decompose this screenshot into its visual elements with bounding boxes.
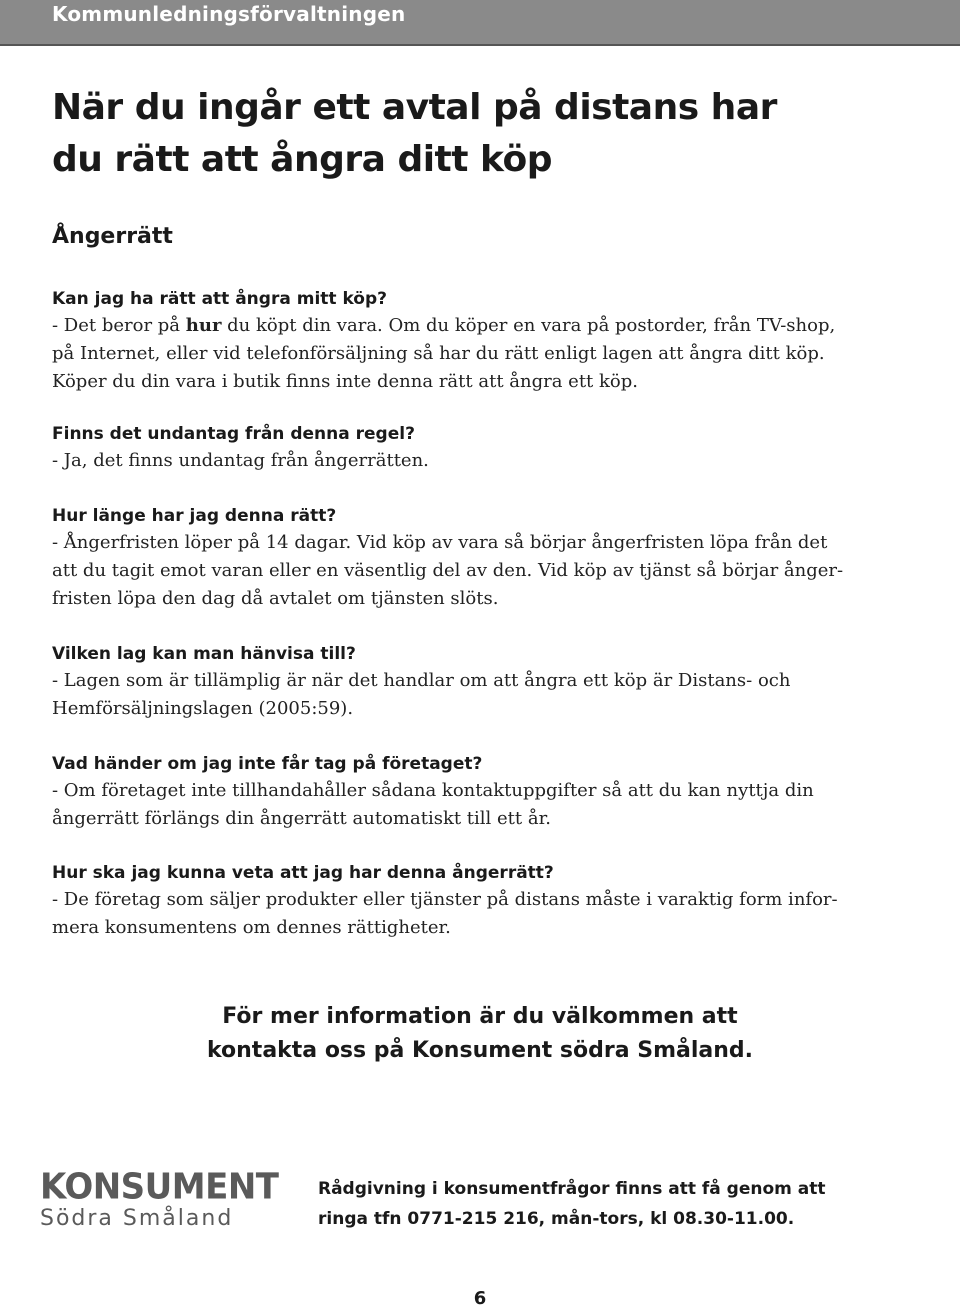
answer-line: - Om företaget inte tillhandahåller sådana kontaktuppgifter så att du kan nyttja din <box>52 780 814 801</box>
qa-block <box>52 751 912 833</box>
answer-line: - Ja, det finns undantag från ångerrätten. <box>52 450 429 471</box>
qa-block <box>52 421 912 475</box>
advice-line: Rådgivning i konsumentfrågor finns att få genom att <box>318 1179 826 1199</box>
page-title-line-1: När du ingår ett avtal på distans har <box>52 87 777 128</box>
konsument-logo <box>40 1168 280 1240</box>
page-number: 6 <box>473 1288 487 1309</box>
answer-emphasis: hur <box>185 315 222 336</box>
contact-callout <box>0 1000 960 1068</box>
answer-line: - De företag som säljer produkter eller tjänster på distans måste i varaktig form infor- <box>52 889 838 910</box>
question: Hur länge har jag denna rätt? <box>52 506 337 526</box>
question: Kan jag ha rätt att ångra mitt köp? <box>52 289 388 309</box>
answer-text: du köpt din vara. Om du köper en vara på postorder, från TV-shop, <box>221 315 836 336</box>
advice-info <box>318 1174 918 1234</box>
answer <box>52 312 912 396</box>
answer-line: fristen löpa den dag då avtalet om tjänsten slöts. <box>52 588 499 609</box>
answer <box>52 886 912 942</box>
answer-line: på Internet, eller vid telefonförsäljning så har du rätt enligt lagen att ångra ditt köp. <box>52 343 825 364</box>
header-bar <box>0 0 960 46</box>
answer-line: - Ångerfristen löper på 14 dagar. Vid köp av vara så börjar ångerfristen löpa från det <box>52 532 828 553</box>
contact-callout-line: kontakta oss på Konsument södra Småland. <box>206 1038 753 1063</box>
answer-line: att du tagit emot varan eller en väsentlig del av den. Vid köp av tjänst så börjar ånger- <box>52 560 844 581</box>
answer-line: Köper du din vara i butik finns inte denna rätt att ångra ett köp. <box>52 371 639 392</box>
department-name: Kommunledningsförvaltningen <box>52 2 406 26</box>
page-title-line-2: du rätt att ångra ditt köp <box>52 139 552 180</box>
answer <box>52 777 912 833</box>
qa-block <box>52 503 912 613</box>
contact-callout-line: För mer information är du välkommen att <box>222 1004 738 1029</box>
answer <box>52 529 912 613</box>
section-title: Ångerrätt <box>52 224 173 249</box>
question: Finns det undantag från denna regel? <box>52 424 415 444</box>
logo-subtitle: Södra Småland <box>40 1206 234 1231</box>
answer-line: mera konsumentens om dennes rättigheter. <box>52 917 451 938</box>
answer <box>52 447 912 475</box>
question: Hur ska jag kunna veta att jag har denna ångerrätt? <box>52 863 554 883</box>
qa-block <box>52 860 912 942</box>
answer-line: ångerrätt förlängs din ångerrätt automatiskt till ett år. <box>52 808 551 829</box>
page-title <box>52 82 912 186</box>
logo-wordmark: KONSUMENT <box>40 1166 279 1208</box>
answer-text: - Det beror på <box>52 315 186 336</box>
answer-line: Hemförsäljningslagen (2005:59). <box>52 698 354 719</box>
question: Vad händer om jag inte får tag på företaget? <box>52 754 483 774</box>
qa-block <box>52 641 912 723</box>
answer-line: - Lagen som är tillämplig är när det handlar om att ångra ett köp är Distans- och <box>52 670 791 691</box>
advice-line: ringa tfn 0771-215 216, mån-tors, kl 08.30-11.00. <box>318 1209 795 1229</box>
question: Vilken lag kan man hänvisa till? <box>52 644 356 664</box>
answer-line <box>52 312 912 340</box>
qa-block <box>52 286 912 396</box>
answer <box>52 667 912 723</box>
